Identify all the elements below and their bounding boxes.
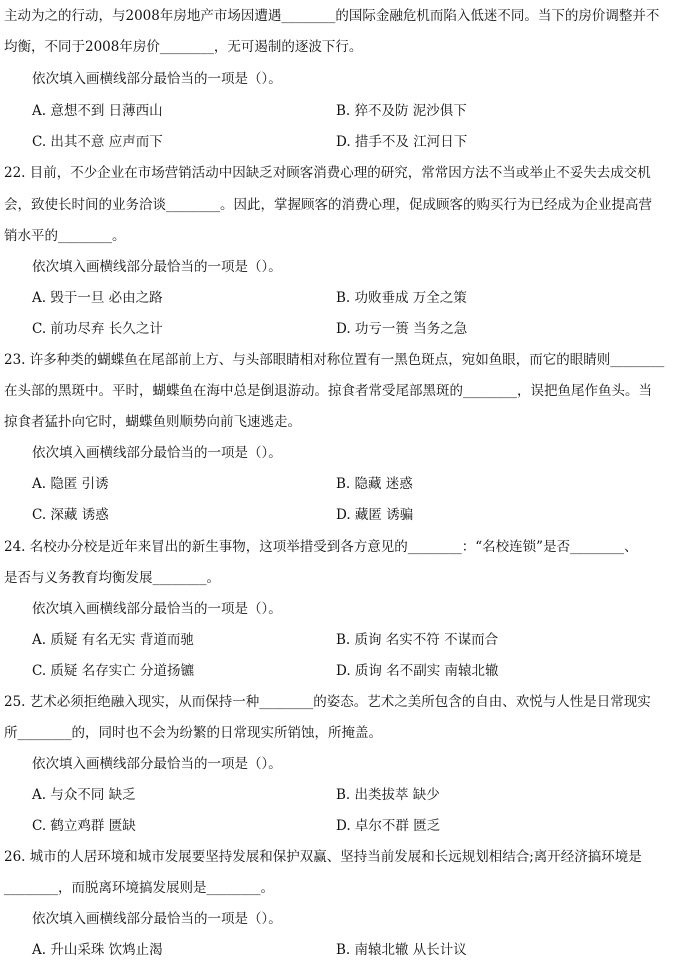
intro-prompt: 依次填入画横线部分最恰当的一项是（）。: [32, 71, 282, 87]
q22-option-b[interactable]: B. 功败垂成 万全之策: [336, 290, 467, 306]
q26-option-b[interactable]: B. 南辕北辙 从长计议: [336, 942, 467, 958]
q22-option-d[interactable]: D. 功亏一篑 当务之急: [336, 321, 468, 337]
q23-prompt: 依次填入画横线部分最恰当的一项是（）。: [32, 445, 282, 461]
q23-line-2: 在头部的黑斑中。平时，蝴蝶鱼在海中总是倒退游动。掠食者常受尾部黑斑的________，误把鱼尾作鱼头。当: [4, 383, 652, 399]
q22-line-1: 22. 目前，不少企业在市场营销活动中因缺乏对顾客消费心理的研究，常常因方法不当或举止不妥失去成交机: [4, 165, 651, 181]
q24-prompt: 依次填入画横线部分最恰当的一项是（）。: [32, 601, 282, 617]
q26-line-1: 26. 城市的人居环境和城市发展要坚持发展和保护双赢、坚持当前发展和长远规划相结合;离开经济搞环境是: [4, 849, 642, 865]
q23-options-row-1: [0, 474, 673, 494]
q22-option-a[interactable]: A. 毁于一旦 必由之路: [32, 290, 163, 306]
q22-line-2: 会，致使长时间的业务洽谈________。因此，掌握顾客的消费心理，促成顾客的购买行为已经成为企业提高营: [4, 197, 652, 213]
q24-options-row-1: [0, 630, 673, 650]
q22-prompt: 依次填入画横线部分最恰当的一项是（）。: [32, 259, 282, 275]
q25-line-2: 所________的，同时也不会为纷繁的日常现实所销蚀，所掩盖。: [4, 725, 382, 741]
q22-options-row-1: [0, 288, 673, 308]
intro-line-2: 均衡，不同于2008年房价________，无可遏制的逐波下行。: [4, 39, 363, 55]
q22-line-3: 销水平的________。: [4, 228, 126, 244]
intro-line-1: 主动为之的行动，与2008年房地产市场因遭遇________的国际金融危机而陷入低迷不同。当下的房价调整并不: [4, 8, 660, 24]
q23-option-a[interactable]: A. 隐匿 引诱: [32, 476, 109, 492]
q23-line-3: 掠食者猛扑向它时，蝴蝶鱼则顺势向前飞速逃走。: [4, 414, 301, 430]
q23-options-row-2: [0, 505, 673, 525]
q24-option-c[interactable]: C. 质疑 名存实亡 分道扬镳: [32, 663, 195, 679]
q23-option-d[interactable]: D. 藏匿 诱骗: [336, 507, 414, 523]
q25-option-d[interactable]: D. 卓尔不群 匮乏: [336, 818, 441, 834]
q24-line-1: 24. 名校办分校是近年来冒出的新生事物，这项举措受到各方意见的________：“名校连锁”是否________、: [4, 539, 638, 555]
q25-option-a[interactable]: A. 与众不同 缺乏: [32, 787, 136, 803]
q26-prompt: 依次填入画横线部分最恰当的一项是（）。: [32, 911, 282, 927]
q23-option-c[interactable]: C. 深藏 诱惑: [32, 507, 109, 523]
q26-line-2: ________，而脱离环境搞发展则是________。: [4, 880, 274, 896]
q23-line-1: 23. 许多种类的蝴蝶鱼在尾部前上方、与头部眼睛相对称位置有一黑色斑点，宛如鱼眼，而它的眼睛则________: [4, 352, 665, 368]
q24-options-row-2: [0, 661, 673, 681]
q26-options-row-1: [0, 940, 673, 960]
q24-option-a[interactable]: A. 质疑 有名无实 背道而驰: [32, 632, 194, 648]
intro-options-row-1: [0, 101, 673, 121]
q22-options-row-2: [0, 319, 673, 339]
q25-option-b[interactable]: B. 出类拔萃 缺少: [336, 787, 440, 803]
q25-prompt: 依次填入画横线部分最恰当的一项是（）。: [32, 756, 282, 772]
intro-options-row-2: [0, 132, 673, 152]
q25-line-1: 25. 艺术必须拒绝融入现实，从而保持一种________的姿态。艺术之美所包含的自由、欢悦与人性是日常现实: [4, 694, 651, 710]
q24-line-2: 是否与义务教育均衡发展________。: [4, 570, 220, 586]
q24-option-d[interactable]: D. 质询 名不副实 南辕北辙: [336, 663, 499, 679]
intro-option-c[interactable]: C. 出其不意 应声而下: [32, 134, 163, 150]
q26-option-a[interactable]: A. 升山采珠 饮鸩止渴: [32, 942, 163, 958]
q25-options-row-1: [0, 785, 673, 805]
q25-option-c[interactable]: C. 鹤立鸡群 匮缺: [32, 818, 136, 834]
intro-option-a[interactable]: A. 意想不到 日薄西山: [32, 103, 163, 119]
q25-options-row-2: [0, 816, 673, 836]
intro-option-d[interactable]: D. 措手不及 江河日下: [336, 134, 468, 150]
intro-option-b[interactable]: B. 猝不及防 泥沙俱下: [336, 103, 467, 119]
q24-option-b[interactable]: B. 质询 名实不符 不谋而合: [336, 632, 499, 648]
q22-option-c[interactable]: C. 前功尽弃 长久之计: [32, 321, 163, 337]
q23-option-b[interactable]: B. 隐藏 迷惑: [336, 476, 413, 492]
